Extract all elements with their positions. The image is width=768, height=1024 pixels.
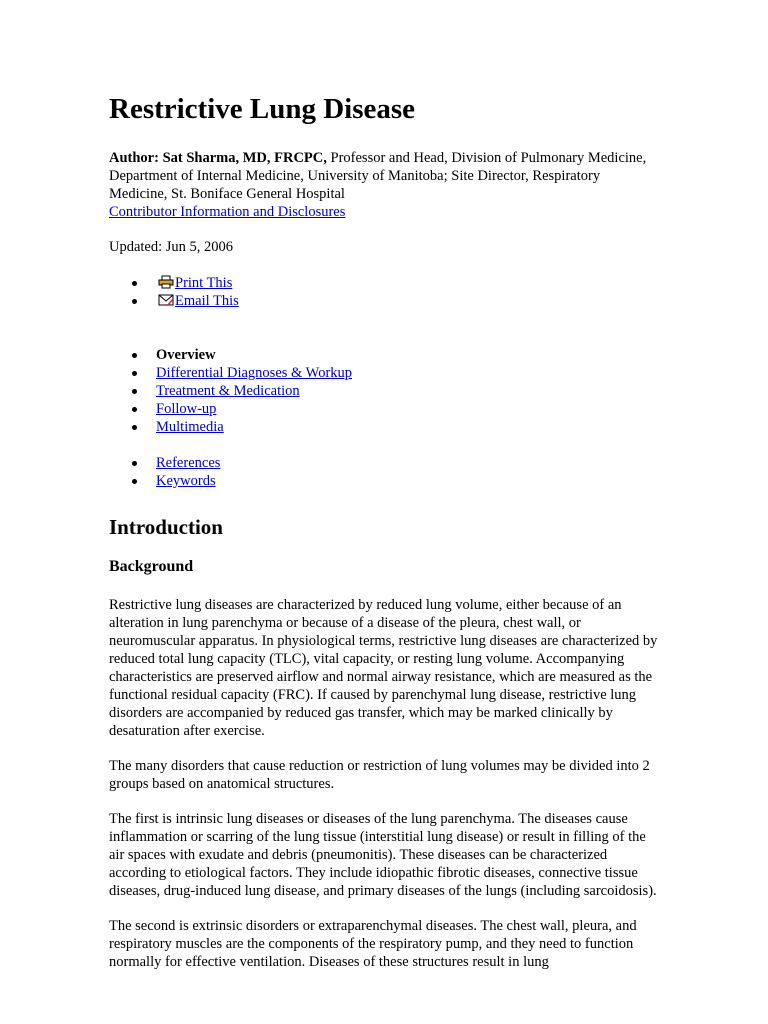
print-link[interactable]: Print This [175,275,233,291]
updated-date: Updated: Jun 5, 2006 [109,239,234,255]
section-nav [109,346,661,436]
author-block [109,149,661,221]
extra-nav [109,454,661,490]
paragraph: The second is extrinsic disorders or extraparenchymal diseases. The chest wall, pleura, and respiratory muscles are the components of the respiratory pump, and they need to function normally for effective ventilation. Diseases of these structures result in lung [109,918,637,970]
nav-link-follow-up[interactable]: Follow-up [156,401,217,417]
nav-item-keywords [109,472,661,490]
author-name: Author: Sat Sharma, MD, FRCPC, [109,150,327,166]
author-affiliation: Professor and Head, Division of Pulmonary Medicine, Department of Internal Medicine, University of Manitoba; Site Director, Respiratory Medicine, St. Boniface General Hospital [109,150,647,202]
nav-item-treatment [109,382,661,400]
paragraph: The first is intrinsic lung diseases or diseases of the lung parenchyma. The diseases cause inflammation or scarring of the lung tissue (interstitial lung disease) or result in filling of the air spaces with exudate and debris (pneumonitis). These diseases can be characterized according to etiological factors. They include idiopathic fibrotic diseases, connective tissue diseases, drug-induced lung disease, and primary diseases of the lungs (including sarcoidosis). [109,811,657,899]
subsection-heading: Background [109,558,194,575]
article-actions [109,274,661,310]
nav-item-differential [109,364,661,382]
nav-item-multimedia [109,418,661,436]
paragraph: Restrictive lung diseases are characterized by reduced lung volume, either because of an alteration in lung parenchyma or because of a disease of the pleura, chest wall, or neuromuscular apparatus. In physiological terms, restrictive lung diseases are characterized by reduced total lung capacity (TLC), vital capacity, or resting lung volume. Accompanying characteristics are preserved airflow and normal airway resistance, which are measured as the functional residual capacity (FRC). If caused by parenchymal lung disease, restrictive lung disorders are accompanied by reduced gas transfer, which may be marked clinically by desaturation after exercise. [109,597,658,739]
paragraph: The many disorders that cause reduction or restriction of lung volumes may be divided into 2 groups based on anatomical structures. [109,758,650,792]
section-heading: Introduction [109,515,223,539]
nav-link-treatment[interactable]: Treatment & Medication [156,383,300,399]
nav-item-overview: Overview [109,346,661,364]
nav-item-references [109,454,661,472]
article-content [109,92,661,971]
nav-link-keywords[interactable]: Keywords [156,473,216,489]
print-item [109,274,661,292]
email-link[interactable]: Email This [175,293,239,309]
email-item [109,292,661,310]
nav-link-differential[interactable]: Differential Diagnoses & Workup [156,365,353,381]
page-title: Restrictive Lung Disease [109,93,416,125]
nav-item-follow-up [109,400,661,418]
printer-icon[interactable] [158,275,174,289]
nav-link-multimedia[interactable]: Multimedia [156,419,224,435]
contributor-info-link[interactable]: Contributor Information and Disclosures [109,204,346,220]
envelope-icon[interactable] [158,293,174,307]
nav-link-references[interactable]: References [156,455,221,471]
